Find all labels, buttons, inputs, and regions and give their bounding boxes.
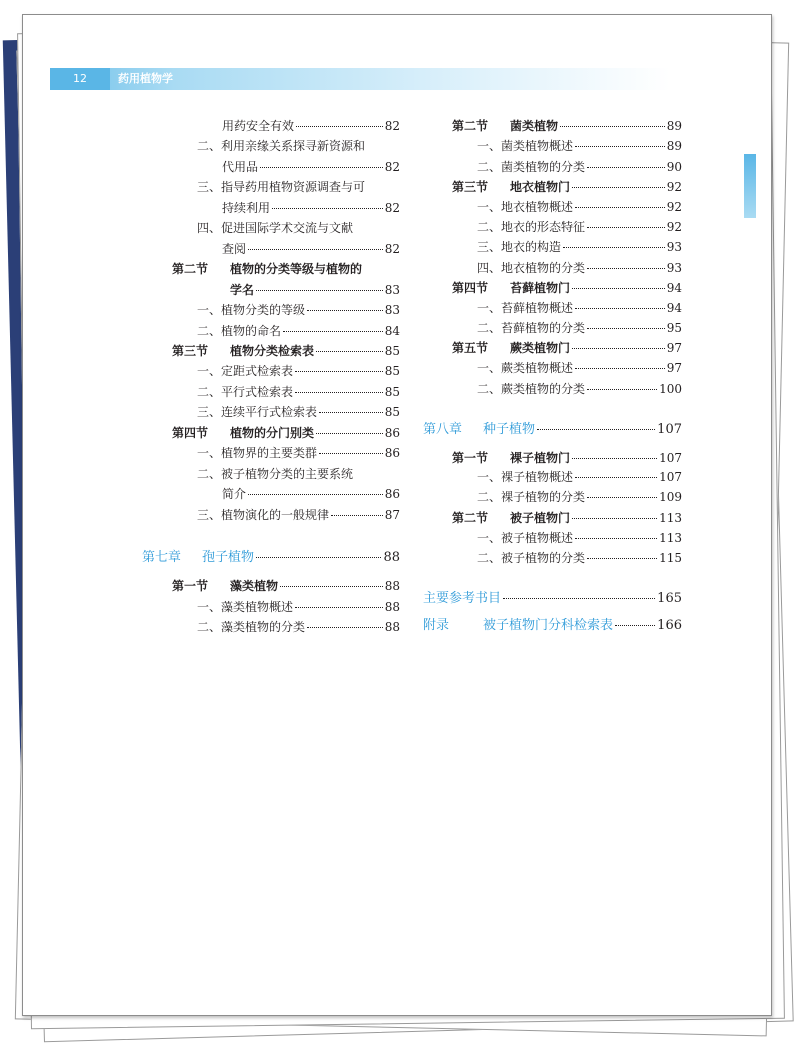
toc-page-number: 93 (666, 261, 682, 275)
toc-page-number: 97 (666, 341, 682, 355)
toc-entry-title: 二、苔藓植物的分类 (477, 321, 586, 335)
toc-page-number: 113 (659, 511, 682, 525)
leader-dots (575, 308, 665, 309)
section-number: 第三节 (452, 180, 489, 194)
toc-entry-title: 附录 被子植物门分科检索表 (423, 616, 613, 636)
toc-chapter-entry[interactable] (423, 420, 682, 440)
toc-entry-title: 查阅 (222, 242, 247, 256)
toc-page-number: 94 (666, 281, 682, 295)
toc-entry-title: 二、裸子植物的分类 (477, 490, 586, 504)
toc-entry-title: 第二节 植物的分类等级与植物的 (172, 259, 362, 279)
toc-item-entry[interactable] (477, 358, 682, 378)
toc-page-number: 87 (384, 508, 400, 522)
toc-page-number: 88 (383, 550, 400, 565)
toc-section-entry[interactable] (452, 448, 682, 468)
leader-dots (587, 167, 665, 168)
section-number: 第一节 (452, 451, 489, 465)
toc-page-number: 90 (666, 160, 682, 174)
toc-page-number: 94 (666, 301, 682, 315)
toc-item-entry[interactable] (477, 528, 682, 548)
toc-page-number: 93 (666, 240, 682, 254)
toc-entry-title: 二、蕨类植物的分类 (477, 382, 586, 396)
toc-entry-title: 一、藻类植物概述 (197, 600, 294, 614)
leader-dots (572, 348, 665, 349)
section-number: 第四节 (172, 426, 209, 440)
toc-entry-title: 第八章 种子植物 (423, 420, 535, 440)
toc-item-entry[interactable] (477, 258, 682, 278)
toc-chapter-entry[interactable] (423, 589, 682, 609)
toc-entry-title: 三、植物演化的一般规律 (197, 508, 330, 522)
toc-page-number: 82 (384, 201, 400, 215)
toc-page-number: 83 (384, 303, 400, 317)
section-number: 第三节 (172, 344, 209, 358)
toc-entry-title: 第四节 植物的分门别类 (172, 423, 314, 443)
section-number: 第二节 (172, 262, 209, 276)
toc-entry-title: 主要参考书目 (423, 591, 502, 606)
leader-dots (575, 368, 665, 369)
toc-page-number: 89 (666, 139, 682, 153)
leader-dots (587, 389, 657, 390)
leader-dots (587, 268, 665, 269)
leader-dots (575, 538, 657, 539)
toc-page-number: 82 (384, 242, 400, 256)
toc-page-number: 82 (384, 119, 400, 133)
toc-section-entry[interactable] (452, 116, 682, 136)
toc-page-number: 92 (666, 220, 682, 234)
chapter-number: 附录 (423, 618, 450, 633)
toc-page-number: 166 (657, 618, 682, 633)
leader-dots (587, 328, 665, 329)
toc-entry-title: 第三节 植物分类检索表 (172, 341, 314, 361)
toc-entry-title: 一、菌类植物概述 (477, 139, 574, 153)
toc-page-number: 85 (384, 344, 400, 358)
toc-entry-title: 二、被子植物分类的主要系统 (197, 467, 354, 481)
toc-page-number: 85 (384, 364, 400, 378)
toc-entry-title: 第七章 孢子植物 (142, 548, 254, 568)
toc-item-entry[interactable] (477, 548, 682, 568)
leader-dots (572, 187, 665, 188)
toc-entry-title: 二、利用亲缘关系探寻新资源和 (197, 139, 366, 153)
toc-entry-title: 二、被子植物的分类 (477, 551, 586, 565)
toc-entry-title: 四、促进国际学术交流与文献 (197, 221, 354, 235)
toc-entry-title: 学名 (230, 283, 255, 297)
toc-page-number: 84 (384, 324, 400, 338)
toc-entry-title: 第二节 被子植物门 (452, 508, 570, 528)
toc-entry-title: 持续利用 (222, 201, 271, 215)
toc-entry-title: 一、定距式检索表 (197, 364, 294, 378)
toc-page-number: 86 (384, 487, 400, 501)
leader-dots (572, 518, 657, 519)
toc-page-number: 115 (659, 551, 682, 565)
toc-entry-title: 二、菌类植物的分类 (477, 160, 586, 174)
toc-entry-title: 第三节 地衣植物门 (452, 177, 570, 197)
toc-item-entry[interactable] (477, 318, 682, 338)
toc-item-entry[interactable] (477, 197, 682, 217)
section-number: 第二节 (452, 119, 489, 133)
toc-entry-title: 三、指导药用植物资源调查与可 (197, 180, 366, 194)
toc-entry-title: 二、平行式检索表 (197, 385, 294, 399)
leader-dots (587, 227, 665, 228)
toc-entry-title: 第五节 蕨类植物门 (452, 338, 570, 358)
chapter-number: 第八章 (423, 422, 463, 437)
toc-entry-title: 一、被子植物概述 (477, 531, 574, 545)
toc-page-number: 92 (666, 180, 682, 194)
toc-entry-title: 代用品 (222, 160, 259, 174)
toc-chapter-entry[interactable] (423, 616, 682, 636)
toc-entry-title: 一、蕨类植物概述 (477, 361, 574, 375)
toc-page-number: 86 (384, 446, 400, 460)
toc-section-entry[interactable] (452, 508, 682, 528)
leader-dots (615, 625, 655, 626)
toc-item-entry[interactable] (477, 467, 682, 487)
toc-entry-title: 二、植物的命名 (197, 324, 282, 338)
toc-entry-title: 三、连续平行式检索表 (197, 405, 318, 419)
leader-dots (587, 497, 657, 498)
toc-entry-title: 一、裸子植物概述 (477, 470, 574, 484)
toc-section-entry[interactable] (452, 338, 682, 358)
toc-entry-title: 一、苔藓植物概述 (477, 301, 574, 315)
toc-item-entry[interactable] (477, 157, 682, 177)
toc-entry-title: 第一节 裸子植物门 (452, 448, 570, 468)
toc-entry-title: 三、地衣的构造 (477, 240, 562, 254)
toc-page-number: 88 (384, 600, 400, 614)
section-number: 第二节 (452, 511, 489, 525)
leader-dots (537, 429, 655, 430)
toc-item-entry[interactable] (477, 217, 682, 237)
book-title: 药用植物学 (118, 72, 173, 85)
toc-page-number: 100 (659, 382, 682, 396)
leader-dots (560, 126, 665, 127)
toc-entry-title: 用药安全有效 (222, 119, 295, 133)
toc-entry-title: 简介 (222, 487, 247, 501)
page-number: 12 (50, 68, 110, 90)
toc-entry-title: 第四节 苔藓植物门 (452, 278, 570, 298)
toc-entry-title: 一、植物分类的等级 (197, 303, 306, 317)
toc-page-number: 165 (657, 591, 682, 606)
chapter-number: 第七章 (142, 550, 182, 565)
toc-page-number: 107 (659, 470, 682, 484)
toc-item-entry[interactable] (477, 487, 682, 507)
section-number: 第五节 (452, 341, 489, 355)
toc-item-entry[interactable] (477, 237, 682, 257)
toc-entry-title: 二、藻类植物的分类 (197, 620, 306, 634)
leader-dots (587, 558, 657, 559)
leader-dots (572, 288, 665, 289)
toc-page-number: 86 (384, 426, 400, 440)
leader-dots (575, 207, 665, 208)
toc-page-number: 113 (659, 531, 682, 545)
toc-entry-title: 一、植物界的主要类群 (197, 446, 318, 460)
toc-entry-title: 二、地衣的形态特征 (477, 220, 586, 234)
section-number: 第一节 (172, 579, 209, 593)
toc-page-number: 97 (666, 361, 682, 375)
toc-page-number: 82 (384, 160, 400, 174)
leader-dots (563, 247, 665, 248)
toc-entry-title: 第一节 藻类植物 (172, 576, 278, 596)
leader-dots (575, 146, 665, 147)
toc-page-number: 107 (657, 422, 682, 437)
toc-page-number: 83 (384, 283, 400, 297)
toc-page-number: 109 (659, 490, 682, 504)
leader-dots (572, 458, 657, 459)
toc-section-entry[interactable] (452, 278, 682, 298)
toc-item-entry[interactable] (477, 136, 682, 156)
toc-page-number: 95 (666, 321, 682, 335)
section-number: 第四节 (452, 281, 489, 295)
toc-page-number: 85 (384, 385, 400, 399)
toc-page-number: 88 (384, 579, 400, 593)
toc-item-entry[interactable] (477, 379, 682, 399)
toc-page-number: 88 (384, 620, 400, 634)
toc-page-number: 92 (666, 200, 682, 214)
toc-entry-title: 四、地衣植物的分类 (477, 261, 586, 275)
leader-dots (575, 477, 657, 478)
toc-page-number: 85 (384, 405, 400, 419)
leader-dots (503, 598, 655, 599)
toc-item-entry[interactable] (477, 298, 682, 318)
toc-entry-title: 一、地衣植物概述 (477, 200, 574, 214)
toc-entry-title: 第二节 菌类植物 (452, 116, 558, 136)
toc-page-number: 107 (659, 451, 682, 465)
toc-page-number: 89 (666, 119, 682, 133)
toc-section-entry[interactable] (452, 177, 682, 197)
